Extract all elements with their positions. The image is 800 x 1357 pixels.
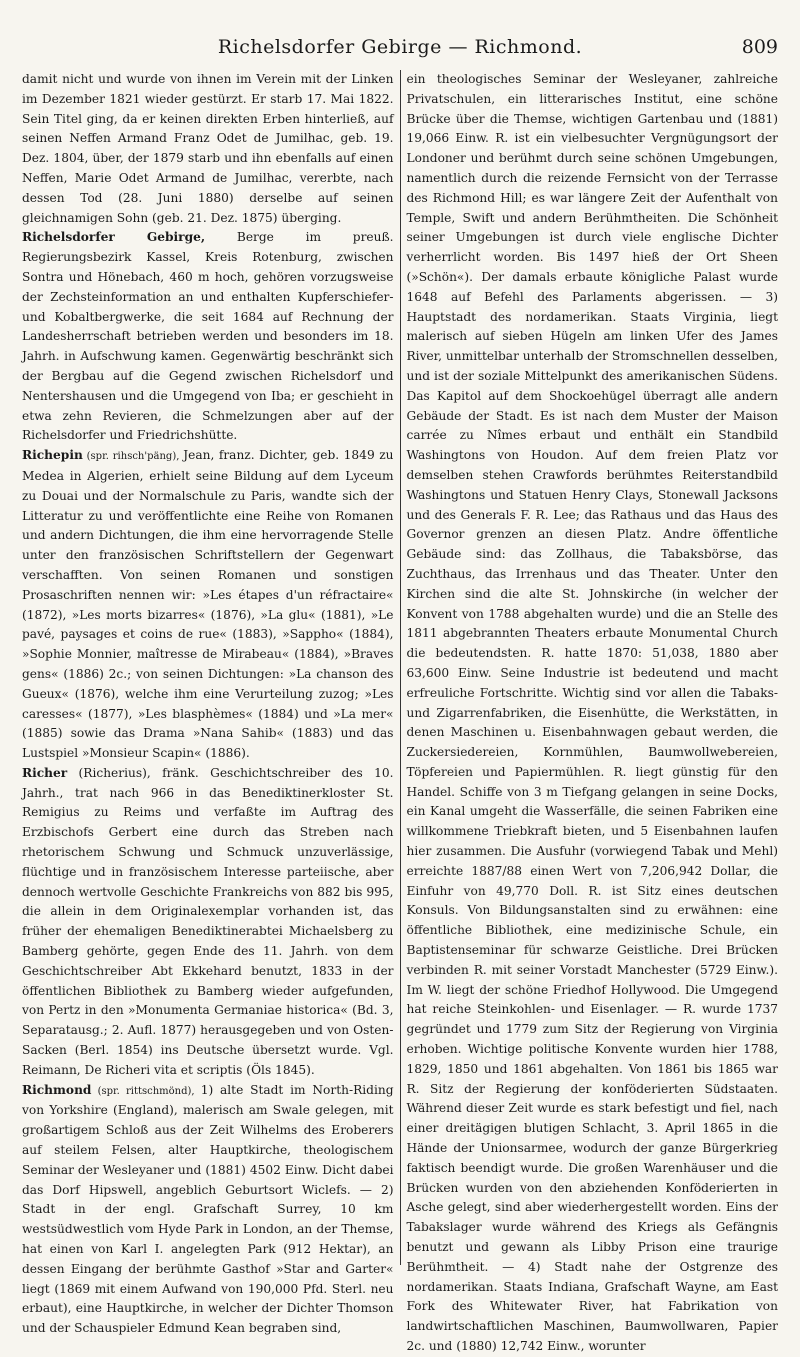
entry-body: 1) alte Stadt im North-Riding von Yorkshire (England), malerisch am Swale gelegen, mit großartigem Schloß aus der Zeit Wilhelms des Eroberers auf steilem Felsen, alter Hauptkirche, theologischem Seminar der Wesleyaner und (1881) 4502 Einw. Dicht dabei das Dorf Hipswell, angeblich Geburtsort Wiclefs. — 2) Stadt in der engl. Grafschaft Surrey, 10 km westsüdwestlich vom Hyde Park in London, an der Themse, hat einen von Karl I. angelegten Park (912 Hektar), an dessen Eingang der berühmte Gasthof »Star and Garter« liegt (1869 mit einem Aufwand von 190,000 Pfd. Sterl. neu erbaut), eine Hauptkirche, in welcher der Dichter Thomson und der Schauspieler Edmund Kean begraben sind, [22, 1082, 394, 1336]
entry-headword: Richepin [22, 448, 83, 463]
entry-headword: Richer [22, 765, 68, 780]
page-number: 809 [741, 36, 778, 58]
left-column [22, 70, 400, 1336]
entry-pronunciation: (spr. rittschmönd), [91, 1085, 201, 1097]
text-columns [22, 70, 778, 1353]
page-header [22, 14, 778, 58]
entry-headword: Richmond [22, 1082, 92, 1097]
entry-body: Jean, franz. Dichter, geb. 1849 zu Medea in Algerien, erhielt seine Bildung auf dem Lyceum zu Douai und der Normalschule zu Paris, wandte sich der Litteratur zu und veröffentlichte eine Reihe von Romanen und andern Dichtungen, die ihm eine hervorragende Stelle unter den französischen Schriftstellern der Gegenwart verschafften. Von seinen Romanen und sonstigen Prosaschriften nennen wir: »Les étapes d'un réfractaire« (1872), »Les morts bizarres« (1876), »La glu« (1881), »Le pavé, paysages et coins de rue« (1883), »Sappho« (1884), »Sophie Monnier, maîtresse de Mirabeau« (1884), »Braves gens« (1886) 2c.; von seinen Dichtungen: »La chanson des Gueux« (1876), welche ihm eine Verurteilung zuzog; »Les caresses« (1877), »Les blasphèmes« (1884) und »La mer« (1885) sowie das Drama »Nana Sahib« (1883) und das Lustspiel »Monsieur Scapin« (1886). [22, 448, 394, 761]
entry-richmond [22, 1081, 394, 1339]
running-head: Richelsdorfer Gebirge — Richmond. [217, 36, 583, 58]
entry-body: Berge im preuß. Regierungsbezirk Kassel, Kreis Rotenburg, zwischen Sontra und Hönebach, 460 m hoch, gehören vorzugsweise der Zechsteinformation an und enthalten Kupferschiefer- und Kobaltbergwerke, die seit 1684 auf Rechnung der Landesherrschaft betrieben werden und besonders im 18. Jahrh. in Aufschwung kamen. Gegenwärtig beschränkt sich der Bergbau auf die Gegend zwischen Richelsdorf und Nentershausen und die Umgegend von Iba; er geschieht in etwa zehn Revieren, die Schmelzungen aber auf der Richelsdorfer und Friedrichshütte. [22, 230, 394, 443]
continued-paragraph: damit nicht und wurde von ihnen im Verein mit der Linken im Dezember 1821 wieder gestürzt. Er starb 17. Mai 1822. Sein Titel ging, da er keinen direkten Erben hinterließ, auf seinen Neffen Armand Franz Odet de Jumilhac, geb. 19. Dez. 1804, über, der 1879 starb und ihn ebenfalls auf einen Neffen, Marie Odet Armand de Jumilhac, vererbte, nach dessen Tod (28. Juni 1880) derselbe auf seinen gleichnamigen Sohn (geb. 21. Dez. 1875) überging. [22, 72, 394, 225]
right-column [401, 70, 779, 1353]
entry-richer [22, 764, 394, 1081]
entry-richelsdorfer-gebirge [22, 228, 394, 446]
entry-body: (Richerius), fränk. Geschichtschreiber des 10. Jahrh., trat nach 966 in das Benediktinerkloster St. Remigius zu Reims und verfaßte im Auftrag des Erzbischofs Gerbert eine durch das Streben nach rhetorischem Schwung und Schmuck unzuverlässige, flüchtige und in französischem Interesse parteiische, aber dennoch wertvolle Geschichte Frankreichs von 882 bis 995, die allein in dem Originalexemplar vorhanden ist, das früher der ehemaligen Benediktinerabtei Michaelsberg zu Bamberg gehörte, gegen Ende des 11. Jahrh. von dem Geschichtschreiber Abt Ekkehard benutzt, 1833 in der öffentlichen Bibliothek zu Bamberg wieder aufgefunden, von Pertz in den »Monumenta Germaniae historica« (Bd. 3, Separatausg.; 2. Aufl. 1877) herausgegeben und von Osten-Sacken (Berl. 1854) ins Deutsche übersetzt wurde. Vgl. Reimann, De Richeri vita et scriptis (Öls 1845). [22, 765, 394, 1077]
entry-pronunciation: (spr. rihsch'päng), [82, 451, 184, 463]
continued-paragraph: ein theologisches Seminar der Wesleyaner, zahlreiche Privatschulen, ein litterarisches Institut, eine schöne Brücke über die Themse, wichtigen Gartenbau und (1881) 19,066 Einw. R. ist ein vielbesuchter Vergnügungsort der Londoner und berühmt durch seine schönen Umgebungen, namentlich durch die reizende Fernsicht von der Terrasse des Richmond Hill; es war längere Zeit der Aufenthalt von Temple, Swift und andern Berühmtheiten. Die Schönheit seiner Umgebungen ist durch viele englische Dichter verherrlicht worden. Bis 1497 hieß der Ort Sheen (»Schön«). Der damals erbaute königliche Palast wurde 1648 auf Befehl des Parlaments abgerissen. — 3) Hauptstadt des nordamerikan. Staats Virginia, liegt malerisch auf sieben Hügeln am linken Ufer des James River, unmittelbar unterhalb der Stromschnellen desselben, und ist der soziale Mittelpunkt des amerikanischen Südens. Das Kapitol auf dem Shockoehügel überragt alle andern Gebäude der Stadt. Es ist nach dem Muster der Maison carrée zu Nîmes erbaut und enthält ein Standbild Washingtons von Houdon. Auf dem freien Platz vor demselben stehen Crawfords berühmtes Reiterstandbild Washingtons und Statuen Henry Clays, Stonewall Jacksons und des Generals F. R. Lee; das Rathaus und das Haus des Governor grenzen an diesen Platz. Andre öffentliche Gebäude sind: das Zollhaus, die Tabaksbörse, das Zuchthaus, das Irrenhaus und das Theater. Unter den Kirchen sind die alte St. Johnskirche (in welcher der Konvent von 1788 abgehalten wurde) und die an Stelle des 1811 abgebrannten Theaters erbaute Monumental Church die bedeutendsten. R. hatte 1870: 51,038, 1880 aber 63,600 Einw. Seine Industrie ist bedeutend und macht erfreuliche Fortschritte. Wichtig sind vor allen die Tabaks- und Zigarrenfabriken, die Eisenhütte, die Werkstätten, in denen Maschinen u. Eisenbahnwagen gebaut werden, die Zuckersiedereien, Kornmühlen, Baumwollwebereien, Töpfereien und Papiermühlen. R. liegt günstig für den Handel. Schiffe von 3 m Tiefgang gelangen in seine Docks, ein Kanal umgeht die Wasserfälle, die seinen Fabriken eine willkommene Triebkraft bieten, und 5 Eisenbahnen laufen hier zusammen. Die Ausfuhr (vorwiegend Tabak und Mehl) erreichte 1887/88 einen Wert von 7,206,942 Dollar, die Einfuhr von 49,770 Doll. R. ist Sitz eines deutschen Konsuls. Von Bildungsanstalten sind zu erwähnen: eine öffentliche Bibliothek, eine medizinische Schule, ein Baptistenseminar für schwarze Geistliche. Drei Brücken verbinden R. mit seiner Vorstadt Manchester (5729 Einw.). Im W. liegt der schöne Friedhof Hollywood. Die Umgegend hat reiche Steinkohlen- und Eisenlager. — R. wurde 1737 gegründet und 1779 zum Sitz der Regierung von Virginia erhoben. Wichtige politische Konvente wurden hier 1788, 1829, 1850 und 1861 abgehalten. Von 1861 bis 1865 war R. Sitz der Regierung der konföderierten Südstaaten. Während dieser Zeit wurde es stark befestigt und fiel, nach einer dreitägigen blutigen Schlacht, 3. April 1865 in die Hände der Unionsarmee, wodurch der ganze Bürgerkrieg faktisch beendigt wurde. Die großen Warenhäuser und die Brücken wurden von den abziehenden Konföderierten in Asche gelegt, sind aber wiederhergestellt worden. Eins der Tabakslager wurde während des Kriegs als Gefängnis benutzt und gewann als Libby Prison eine traurige Berühmtheit. — 4) Stadt nahe der Ostgrenze des nordamerikan. Staats Indiana, Grafschaft Wayne, am East Fork des Whitewater River, hat Fabrikation von landwirtschaftlichen Maschinen, Baumwollwaren, Papier 2c. und (1880) 12,742 Einw., worunter [406, 72, 778, 1353]
entry-richepin [22, 446, 394, 764]
entry-headword: Richelsdorfer Gebirge, [22, 230, 206, 245]
